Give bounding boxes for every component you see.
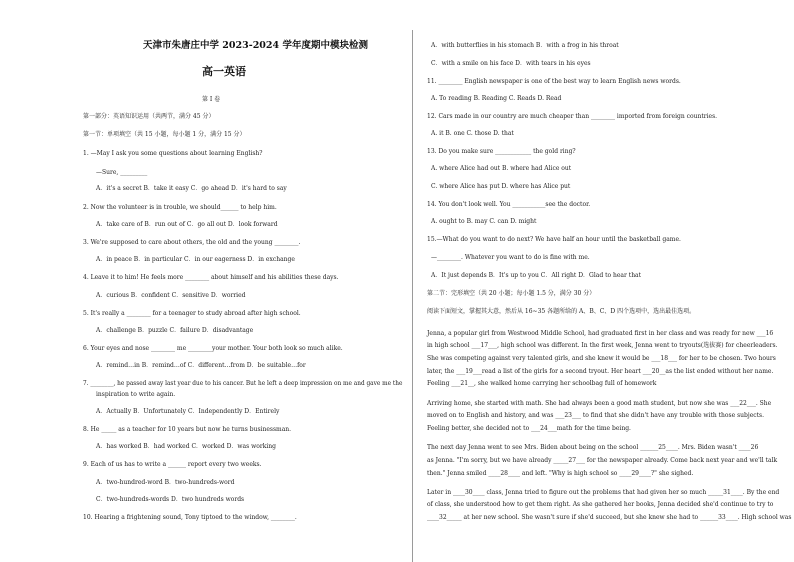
- left-line: —Sure, _________: [96, 169, 148, 176]
- left-line: A．it's a secret B．take it easy C．go ahead D．it's hard to say: [96, 185, 287, 192]
- left-line: A．remind…in B．remind…of C．different…from D．be suitable…for: [96, 362, 306, 369]
- right-line: as Jenna. "I'm sorry, but we have already _____27___ for the newspaper already. Come back next year and we'll talk: [427, 457, 778, 464]
- right-line: A. where Alice had out B. where had Alice out: [431, 165, 572, 172]
- right-line: 15.—What do you want to do next? We have half an hour until the basketball game.: [427, 236, 681, 243]
- right-line: moved on to English and history, and was ___23___ to find that she didn't have any trouble with those subjects.: [427, 412, 765, 419]
- left-line: 1. —May I ask you some questions about learning English?: [83, 150, 263, 157]
- right-line: Jenna, a popular girl from Westwood Middle School, had graduated first in her class and was ready for new ___16: [427, 330, 774, 337]
- left-line: 9. Each of us has to write a ______ report every two weeks.: [83, 461, 262, 468]
- left-line: 8. He _____ as a teacher for 10 years but now he turns businessman.: [83, 426, 292, 433]
- left-line: 6. Your eyes and nose ________ me ________your mother. Your both look so much alike.: [83, 345, 343, 352]
- right-line: 11. ________ English newspaper is one of the best way to learn English news words.: [427, 78, 681, 85]
- right-line: C. where Alice has put D. where has Alice put: [431, 183, 571, 190]
- left-line: A．in peace B．in particular C．in our eagerness D．in exchange: [96, 256, 295, 263]
- right-line: 13. Do you make sure ____________ the gold ring?: [427, 148, 576, 155]
- right-line: Feeling ___21__, she walked home carrying her schoolbag full of homework: [427, 380, 657, 387]
- right-line: A．It just depends B．It's up to you C．All right D．Glad to hear that: [431, 272, 642, 279]
- right-line: 第二节：完形填空（共 20 小题；每小题 1.5 分，满分 30 分）: [427, 290, 596, 297]
- exam-title: 天津市朱唐庄中学 2023-2024 学年度期中模块检测: [143, 40, 368, 51]
- subject-title: 高一英语: [202, 65, 246, 78]
- right-line: later, the ___19___read a list of the girls for a second tryout. Her heart ___20__as the list ended without her name.: [427, 368, 774, 375]
- left-line: 7. ________, he passed away last year due to his cancer. But he left a deep impression on me and gave me the: [83, 380, 403, 387]
- right-line: 阅读下面短文，掌握其大意，然后从 16~35 各题所给的 A、B、C、D 四个选项中，选出最佳选项。: [427, 308, 696, 315]
- right-column: [421, 0, 794, 562]
- left-line: 3. We're supposed to care about others, the old and the young ________.: [83, 239, 301, 246]
- right-line: ____32_____ at her new school. She wasn't sure if she'd succeed, but she knew she had to ______33____. High school was: [427, 514, 792, 521]
- left-line: C．two-hundreds-words D．two hundreds words: [96, 496, 245, 503]
- left-line: A．challenge B．puzzle C．failure D．disadvantage: [96, 327, 254, 334]
- left-line: 4. Leave it to him! He feels more ________ about himself and his abilities these days.: [83, 274, 339, 281]
- left-line: 10. Hearing a frightening sound, Tony tiptoed to the window, ________.: [83, 514, 297, 521]
- left-line: A．two-hundred-word B．two-hundreds-word: [96, 479, 235, 486]
- right-line: C．with a smile on his face D．with tears in his eyes: [431, 60, 591, 67]
- right-line: of class, she understood how to get them right. As she gathered her books, Jenna decided she'd continue to try to: [427, 501, 774, 508]
- left-line: A．Actually B．Unfortunately C．Independently D．Entirely: [96, 408, 280, 415]
- left-line: A．take care of B．run out of C．go all out D．look forward: [96, 221, 278, 228]
- right-line: A. To reading B. Reading C. Reads D. Read: [431, 95, 562, 102]
- volume-label: 第 I 卷: [202, 96, 221, 103]
- part1-heading: 第一部分：英语知识运用（共两节，满分 45 分）: [83, 113, 215, 120]
- column-divider: [412, 30, 413, 562]
- right-line: 12. Cars made in our country are much cheaper than ________ imported from foreign countries.: [427, 113, 718, 120]
- right-line: A．with butterflies in his stomach B．with a frog in his throat: [431, 42, 619, 49]
- left-line: inspiration to write again.: [96, 391, 176, 398]
- right-line: Later in ____30____ class, Jenna tried to figure out the problems that had given her so much _____31____. By the end: [427, 489, 780, 496]
- section1-heading: 第一节：单项填空（共 15 小题，每小题 1 分，满分 15 分）: [83, 131, 246, 138]
- left-line: A．curious B．confident C．sensitive D．worried: [96, 292, 246, 299]
- right-line: The next day Jenna went to see Mrs. Biden about being on the school ______25____. Mrs. Biden wasn't ____26: [427, 444, 759, 451]
- right-line: 14. You don't look well. You ___________see the doctor.: [427, 201, 591, 208]
- left-line: 2. Now the volunteer is in trouble, we should______ to help him.: [83, 204, 277, 211]
- right-line: in high school ___17___, high school was different. In the first week, Jenna went to tryouts(选拔赛) for cheerleaders.: [427, 342, 778, 349]
- left-line: 5. It's really a ________ for a teenager to study abroad after high school.: [83, 310, 301, 317]
- right-line: She was competing against very talented girls, and she knew it would be ___18___ for her to be chosen. Two hours: [427, 355, 776, 362]
- right-line: then." Jenna smiled ____28____ and left. "Why is high school so ____29____?" she sighed.: [427, 470, 694, 477]
- right-line: —________. Whatever you want to do is fine with me.: [431, 254, 590, 261]
- right-line: A. it B. one C. those D. that: [431, 130, 514, 137]
- right-line: Arriving home, she started with math. She had always been a good math student, but now she was ___22___. She: [427, 400, 772, 407]
- right-line: Feeling better, she decided not to ___24___math for the time being.: [427, 425, 631, 432]
- left-line: A．has worked B．had worked C．worked D．was working: [96, 443, 276, 450]
- right-line: A. ought to B. may C. can D. might: [431, 218, 537, 225]
